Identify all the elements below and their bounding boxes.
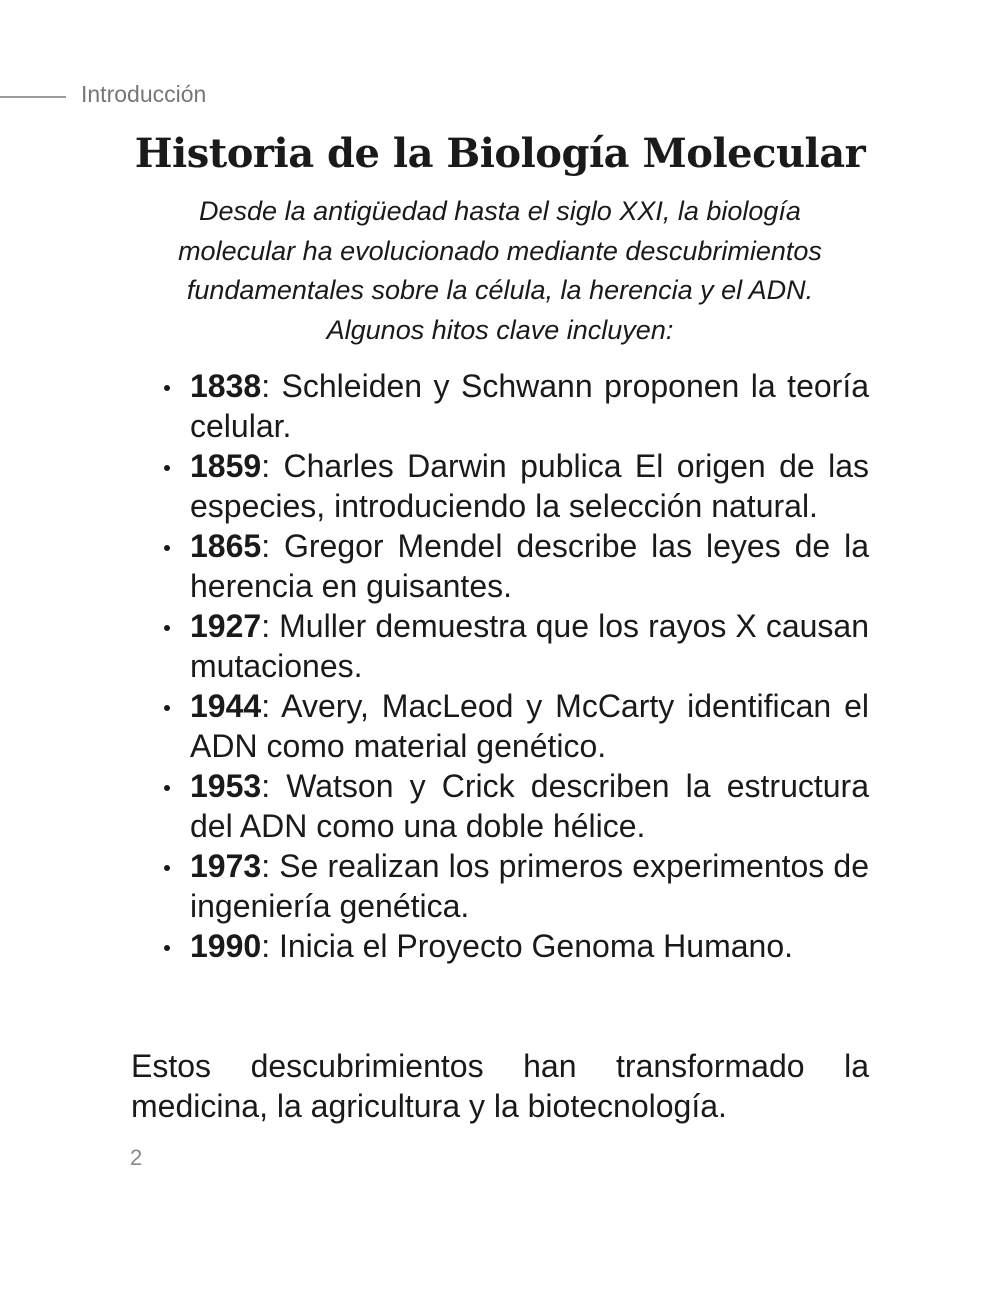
milestones-list <box>190 366 869 966</box>
list-item <box>190 526 869 606</box>
milestone-year: 1859 <box>190 448 262 484</box>
milestone-text: : Watson y Crick describen la estructura del ADN como una doble hélice. <box>190 768 869 844</box>
milestone-year: 1865 <box>190 528 262 564</box>
section-label: Introducción <box>81 81 207 107</box>
intro-paragraph: Desde la antigüedad hasta el siglo XXI, la biología molecular ha evolucionado mediante descubrimientos fundamentales sobre la célula, la herencia y el ADN. Algunos hitos clave incluyen: <box>178 196 822 345</box>
milestone-text: : Se realizan los primeros experimentos de ingeniería genética. <box>190 848 869 924</box>
page-number: 2 <box>130 1145 143 1170</box>
list-item <box>190 766 869 846</box>
closing-paragraph: Estos descubrimientos han transformado la medicina, la agricultura y la biotecnología. <box>131 1048 869 1124</box>
milestone-text: : Avery, MacLeod y McCarty identifican el ADN como material genético. <box>190 688 869 764</box>
list-item <box>190 446 869 526</box>
list-item <box>190 606 869 686</box>
page-title: Historia de la Biología Molecular <box>134 130 866 177</box>
milestone-text: : Charles Darwin publica El origen de las especies, introduciendo la selección natural. <box>190 448 869 524</box>
milestone-year: 1927 <box>190 608 262 644</box>
list-item <box>190 366 869 446</box>
milestone-text: : Schleiden y Schwann proponen la teoría celular. <box>190 368 869 444</box>
milestone-year: 1973 <box>190 848 262 884</box>
milestone-year: 1838 <box>190 368 262 404</box>
milestone-year: 1990 <box>190 928 262 964</box>
milestone-text: : Gregor Mendel describe las leyes de la herencia en guisantes. <box>190 528 869 604</box>
list-item <box>190 926 869 966</box>
milestone-year: 1953 <box>190 768 262 804</box>
list-item <box>190 686 869 766</box>
milestone-year: 1944 <box>190 688 262 724</box>
list-item <box>190 846 869 926</box>
milestone-text: : Muller demuestra que los rayos X causan mutaciones. <box>190 608 869 684</box>
milestone-text: : Inicia el Proyecto Genoma Humano. <box>261 928 793 964</box>
header-rule <box>0 96 66 98</box>
